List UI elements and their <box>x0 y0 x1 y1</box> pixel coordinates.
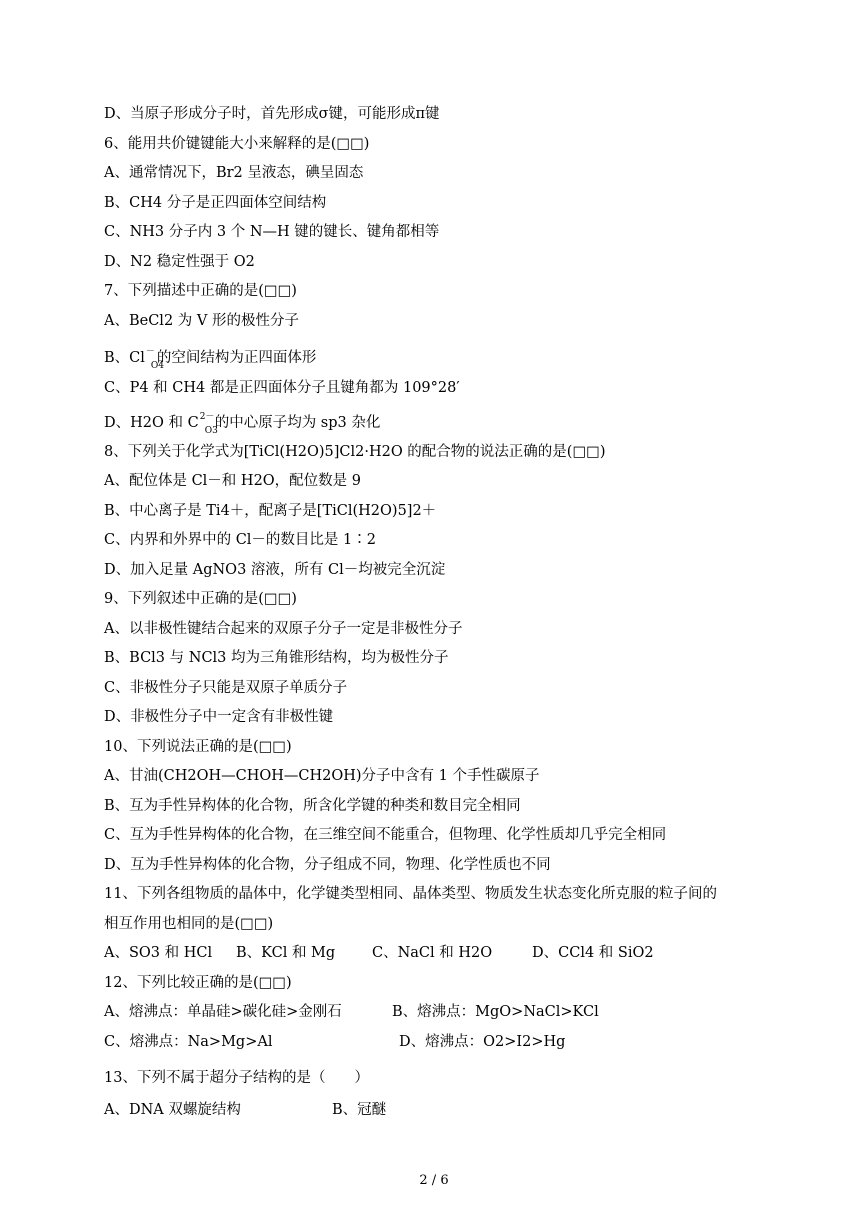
question-13-title: 13、下列不属于超分子结构的是（ ） <box>104 1070 369 1086</box>
option-line: A、BeCl2 为 V 形的极性分子 <box>104 313 299 329</box>
question-6-title: 6、能用共价键键能大小来解释的是(□□) <box>104 136 370 152</box>
ion-charge: － <box>145 347 155 357</box>
option-line: A、以非极性键结合起来的双原子分子一定是非极性分子 <box>104 621 463 637</box>
option-line: C、NH3 分子内 3 个 N—H 键的键长、键角都相等 <box>104 224 440 240</box>
option-line-formula <box>104 347 317 371</box>
question-9-title: 9、下列叙述中正确的是(□□) <box>104 591 297 607</box>
ion-subscript: O4 <box>150 361 164 371</box>
text-line: D、当原子形成分子时，首先形成σ键，可能形成π键 <box>104 106 440 122</box>
option-line: A、甘油(CH2OH—CHOH—CH2OH)分子中含有 1 个手性碳原子 <box>104 768 540 784</box>
option-c: C、NaCl 和 H2O <box>372 945 493 961</box>
option-line: B、互为手性异构体的化合物，所含化学键的种类和数目完全相同 <box>104 798 521 814</box>
option-line: D、加入足量 AgNO3 溶液，所有 Cl－均被完全沉淀 <box>104 562 446 578</box>
option-b: B、冠醚 <box>332 1102 387 1118</box>
option-line: A、配位体是 Cl－和 H2O，配位数是 9 <box>104 473 362 489</box>
option-line: C、非极性分子只能是双原子单质分子 <box>104 680 348 696</box>
option-line: D、非极性分子中一定含有非极性键 <box>104 709 334 725</box>
formula-suffix: 的空间结构为正四面体形 <box>156 350 317 366</box>
ion-formula <box>145 347 164 371</box>
option-line: C、内界和外界中的 Cl－的数目比是 1∶2 <box>104 532 376 548</box>
option-a: A、DNA 双螺旋结构 <box>104 1102 241 1118</box>
option-d: D、CCl4 和 SiO2 <box>532 945 654 961</box>
ion-subscript: O3 <box>204 426 218 436</box>
option-line: C、P4 和 CH4 都是正四面体分子且键角都为 109°28′ <box>104 380 460 396</box>
formula-suffix: 的中心原子均为 sp3 杂化 <box>214 415 381 431</box>
formula-prefix: D、H2O 和 C <box>104 415 199 431</box>
option-a: A、熔沸点：单晶硅>碳化硅>金刚石 <box>104 1004 342 1020</box>
option-a: A、SO3 和 HCl <box>104 945 213 961</box>
formula-prefix: B、Cl <box>104 350 145 366</box>
question-11-title-cont: 相互作用也相同的是(□□) <box>104 916 274 932</box>
option-line: B、CH4 分子是正四面体空间结构 <box>104 195 327 211</box>
question-12-title: 12、下列比较正确的是(□□) <box>104 975 292 991</box>
question-8-title: 8、下列关于化学式为[TiCl(H2O)5]Cl2·H2O 的配合物的说法正确的是(□□) <box>104 444 606 460</box>
ion-formula <box>199 412 218 436</box>
option-line: C、互为手性异构体的化合物，在三维空间不能重合，但物理、化学性质却几乎完全相同 <box>104 827 667 843</box>
option-line: D、互为手性异构体的化合物，分子组成不同，物理、化学性质也不同 <box>104 857 551 873</box>
page-number: 2 / 6 <box>419 1173 449 1188</box>
option-line: D、N2 稳定性强于 O2 <box>104 254 255 270</box>
option-line: B、中心离子是 Ti4＋，配离子是[TiCl(H2O)5]2＋ <box>104 503 437 519</box>
option-line-formula <box>104 412 381 436</box>
option-d: D、熔沸点：O2>I2>Hg <box>399 1034 566 1050</box>
question-10-title: 10、下列说法正确的是(□□) <box>104 739 292 755</box>
question-11-title: 11、下列各组物质的晶体中，化学键类型相同、晶体类型、物质发生状态变化所克服的粒子间的 <box>104 886 717 902</box>
option-line: A、通常情况下，Br2 呈液态，碘呈固态 <box>104 165 364 181</box>
option-line: B、BCl3 与 NCl3 均为三角锥形结构，均为极性分子 <box>104 650 449 666</box>
option-c: C、熔沸点：Na>Mg>Al <box>104 1034 273 1050</box>
question-7-title: 7、下列描述中正确的是(□□) <box>104 283 297 299</box>
option-b: B、熔沸点：MgO>NaCl>KCl <box>392 1004 599 1020</box>
ion-charge: 2－ <box>199 412 215 422</box>
option-b: B、KCl 和 Mg <box>236 945 336 961</box>
